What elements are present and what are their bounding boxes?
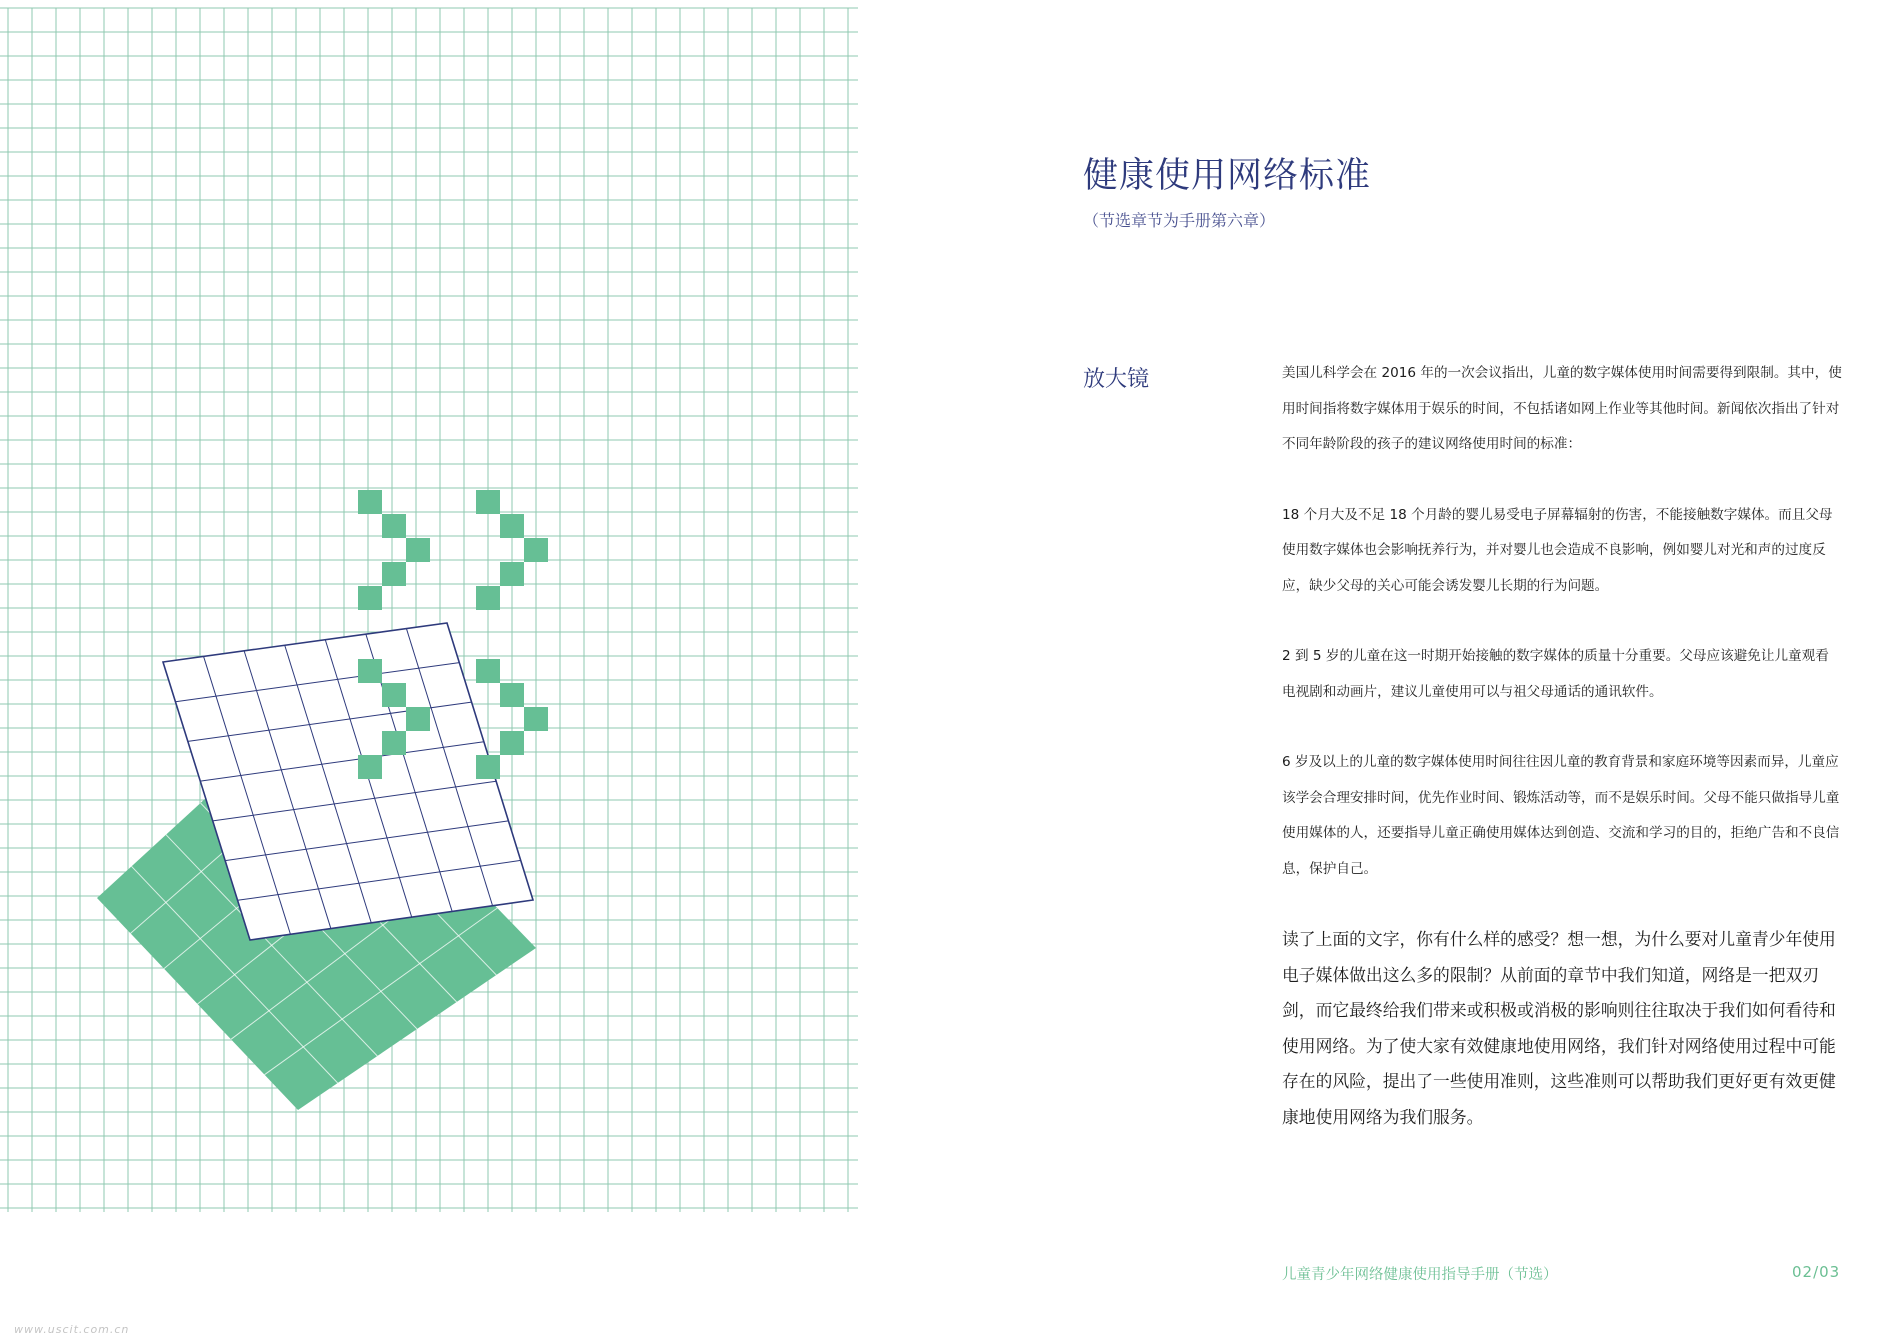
pixel-block [382,683,406,707]
pixel-block [500,562,524,586]
pixel-block [406,707,430,731]
pixel-block [382,514,406,538]
pixel-block [500,514,524,538]
footer-title: 儿童青少年网络健康使用指导手册（节选） [1282,1267,1558,1283]
paragraph: 2 到 5 岁的儿童在这一时期开始接触的数字媒体的质量十分重要。父母应该避免让儿童观看电视剧和动画片，建议儿童使用可以与祖父母通话的通讯软件。 [1282,648,1829,700]
pixel-block [476,490,500,514]
section-label: 放大镜 [1083,367,1150,392]
pixel-block [382,731,406,755]
pixel-block [358,586,382,610]
pixel-block [524,538,548,562]
watermark: www.uscit.com.cn [14,1323,130,1336]
paragraph: 18 个月大及不足 18 个月龄的婴儿易受电子屏幕辐射的伤害，不能接触数字媒体。而且父母使用数字媒体也会影响抚养行为，并对婴儿也会造成不良影响，例如婴儿对光和声的过度反应，缺少父母的关心可能会诱发婴儿长期的行为问题。 [1282,506,1833,594]
page-subtitle: （节选章节为手册第六章） [1083,211,1276,230]
pixel-block [500,683,524,707]
pixel-block [476,586,500,610]
paragraph: 6 岁及以上的儿童的数字媒体使用时间往往因儿童的教育背景和家庭环境等因素而异，儿童应该学会合理安排时间，优先作业时间、锻炼活动等，而不是娱乐时间。父母不能只做指导儿童使用媒体的人，还要指导儿童正确使用媒体达到创造、交流和学习的目的，拒绝广告和不良信息，保护自己。 [1282,754,1840,877]
page-title: 健康使用网络标准 [1083,156,1372,196]
pixel-block [476,755,500,779]
page-number: 02/03 [1792,1263,1841,1281]
grid-illustration [0,0,860,1215]
pixel-block [406,538,430,562]
pixel-block [500,731,524,755]
pixel-block [358,659,382,683]
pixel-block [358,755,382,779]
background-grid [0,8,858,1212]
pixel-block [476,659,500,683]
pixel-block [382,562,406,586]
paragraph: 美国儿科学会在 2016 年的一次会议指出，儿童的数字媒体使用时间需要得到限制。其中，使用时间指将数字媒体用于娱乐的时间，不包括诸如网上作业等其他时间。新闻依次指出了针对不同年龄阶段的孩子的建议网络使用时间的标准： [1282,365,1842,452]
closing-paragraph: 读了上面的文字，你有什么样的感受？想一想，为什么要对儿童青少年使用电子媒体做出这么多的限制？从前面的章节中我们知道，网络是一把双刃剑，而它最终给我们带来或积极或消极的影响则往往取决于我们如何看待和使用网络。为了使大家有效健康地使用网络，我们针对网络使用过程中可能存在的风险，提出了一些使用准则，这些准则可以帮助我们更好更有效更健康地使用网络为我们服务。 [1282,929,1836,1127]
pixel-block [358,490,382,514]
pixel-block [524,707,548,731]
body-text [1282,356,1842,1136]
